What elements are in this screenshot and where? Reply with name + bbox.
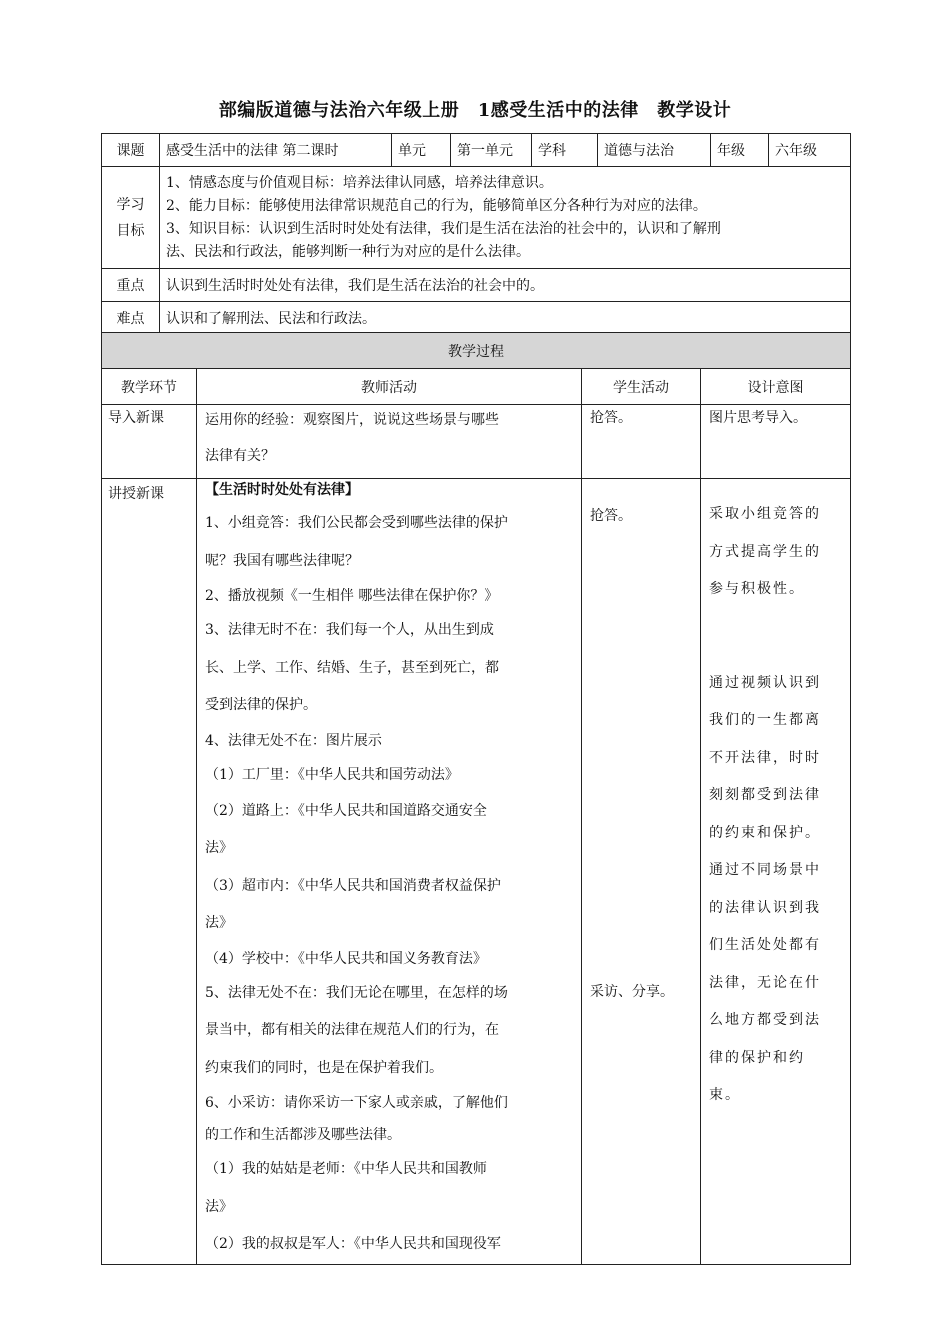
teacher-line: （1）我的姑姑是老师：《中华人民共和国教师 bbox=[205, 1161, 487, 1177]
section-heading: 【生活时时处处有法律】 bbox=[205, 482, 359, 498]
main-student bbox=[582, 479, 701, 1265]
design-line: 的法律认识到我 bbox=[709, 899, 821, 916]
design-line: 律的保护和约 bbox=[709, 1049, 805, 1066]
design-line: 不开法律，时时 bbox=[709, 749, 821, 766]
page-title: 部编版道德与法治六年级上册 1感受生活中的法律 教学设计 bbox=[218, 100, 732, 121]
goal-line: 1、情感态度与价值观目标：培养法律认同感，培养法律意识。 bbox=[166, 174, 553, 191]
goal-line: 法、民法和行政法，能够判断一种行为对应的是什么法律。 bbox=[166, 243, 530, 260]
subject-value: 道德与法治 bbox=[598, 134, 711, 167]
unit-label: 单元 bbox=[392, 134, 451, 167]
grade-value: 六年级 bbox=[769, 134, 851, 167]
key-point-value: 认识到生活时时处处有法律，我们是生活在法治的社会中的。 bbox=[160, 269, 851, 302]
grade-label: 年级 bbox=[711, 134, 769, 167]
teacher-line: 法》 bbox=[205, 1198, 233, 1215]
design-line: 们生活处处都有 bbox=[709, 937, 821, 953]
teacher-line: 呢？我国有哪些法律呢？ bbox=[205, 552, 359, 569]
teacher-line: 1、小组竞答：我们公民都会受到哪些法律的保护 bbox=[205, 515, 508, 531]
teacher-line: （4）学校中：《中华人民共和国义务教育法》 bbox=[205, 950, 487, 967]
key-point-label: 重点 bbox=[102, 269, 160, 302]
goals-label-line-1: 学习 bbox=[116, 196, 145, 213]
topic-label: 课题 bbox=[102, 134, 160, 167]
design-line: 刻刻都受到法律 bbox=[709, 787, 821, 803]
teacher-line: （1）工厂里：《中华人民共和国劳动法》 bbox=[205, 766, 459, 783]
unit-value: 第一单元 bbox=[451, 134, 532, 167]
intro-teacher-line: 运用你的经验：观察图片，说说这些场景与哪些 bbox=[205, 412, 499, 428]
main-design bbox=[701, 479, 851, 1265]
design-line: 的约束和保护。 bbox=[709, 824, 821, 841]
teacher-line: 2、播放视频《一生相伴 哪些法律在保护你？》 bbox=[205, 588, 499, 604]
header-student: 学生活动 bbox=[582, 369, 701, 405]
goal-line: 3、知识目标：认识到生活时时处处有法律，我们是生活在法治的社会中的，认识和了解刑 bbox=[166, 220, 721, 237]
main-teacher bbox=[197, 479, 582, 1265]
teacher-line: 约束我们的同时，也是在保护着我们。 bbox=[205, 1059, 443, 1076]
teacher-line: （2）我的叔叔是军人：《中华人民共和国现役军 bbox=[205, 1236, 501, 1252]
student-activity-2: 采访、分享。 bbox=[590, 984, 674, 1000]
difficulty-row bbox=[102, 302, 851, 335]
difficulty-label: 难点 bbox=[102, 302, 160, 335]
design-line: 束。 bbox=[709, 1087, 741, 1103]
intro-design: 图片思考导入。 bbox=[701, 405, 851, 479]
topic-value: 感受生活中的法律 第二课时 bbox=[160, 134, 392, 167]
goals-label bbox=[102, 167, 160, 269]
header-teacher: 教师活动 bbox=[197, 369, 582, 405]
header-stage: 教学环节 bbox=[102, 369, 197, 405]
key-point-row bbox=[102, 269, 851, 302]
teacher-line: 的工作和生活都涉及哪些法律。 bbox=[205, 1127, 401, 1143]
teacher-line: 长、上学、工作、结婚、生子，甚至到死亡，都 bbox=[205, 659, 499, 676]
intro-teacher bbox=[197, 405, 582, 479]
design-line: 方式提高学生的 bbox=[709, 543, 821, 560]
design-line: 通过视频认识到 bbox=[709, 674, 821, 691]
info-row bbox=[102, 134, 851, 167]
design-line: 采取小组竞答的 bbox=[709, 506, 821, 522]
teaching-process-table bbox=[101, 332, 851, 1265]
process-banner: 教学过程 bbox=[102, 333, 851, 369]
teacher-line: 法》 bbox=[205, 915, 233, 931]
header-design: 设计意图 bbox=[701, 369, 851, 405]
intro-teacher-line: 法律有关？ bbox=[205, 448, 275, 464]
intro-row bbox=[102, 405, 851, 479]
teacher-line: 3、法律无时不在：我们每一个人，从出生到成 bbox=[205, 622, 494, 638]
main-stage: 讲授新课 bbox=[102, 479, 197, 1265]
subject-label: 学科 bbox=[532, 134, 598, 167]
design-line: 么地方都受到法 bbox=[709, 1012, 821, 1028]
process-header-row bbox=[102, 369, 851, 405]
design-line: 参与积极性。 bbox=[709, 581, 805, 597]
teacher-line: 受到法律的保护。 bbox=[205, 697, 317, 713]
teacher-line: （3）超市内：《中华人民共和国消费者权益保护 bbox=[205, 877, 501, 894]
difficulty-value: 认识和了解刑法、民法和行政法。 bbox=[160, 302, 851, 335]
teacher-line: 景当中，都有相关的法律在规范人们的行为，在 bbox=[205, 1022, 499, 1038]
teacher-line: 6、小采访：请你采访一下家人或亲戚，了解他们 bbox=[205, 1095, 508, 1111]
teacher-line: 4、法律无处不在：图片展示 bbox=[205, 732, 382, 749]
intro-stage: 导入新课 bbox=[102, 405, 197, 479]
design-line: 通过不同场景中 bbox=[709, 862, 821, 878]
process-banner-row bbox=[102, 333, 851, 369]
goal-line: 2、能力目标：能够使用法律常识规范自己的行为，能够简单区分各种行为对应的法律。 bbox=[166, 197, 707, 214]
main-row bbox=[102, 479, 851, 1265]
intro-student: 抢答。 bbox=[582, 405, 701, 479]
goals-content bbox=[160, 167, 851, 269]
lesson-info-table bbox=[101, 133, 851, 335]
goals-label-line-2: 目标 bbox=[116, 222, 145, 239]
teacher-line: 法》 bbox=[205, 840, 233, 856]
teacher-line: （2）道路上：《中华人民共和国道路交通安全 bbox=[205, 802, 487, 819]
goals-row bbox=[102, 167, 851, 269]
teacher-line: 5、法律无处不在：我们无论在哪里，在怎样的场 bbox=[205, 984, 508, 1001]
design-line: 法律，无论在什 bbox=[709, 974, 821, 991]
design-line: 我们的一生都离 bbox=[709, 712, 821, 728]
student-activity-1: 抢答。 bbox=[590, 508, 632, 524]
